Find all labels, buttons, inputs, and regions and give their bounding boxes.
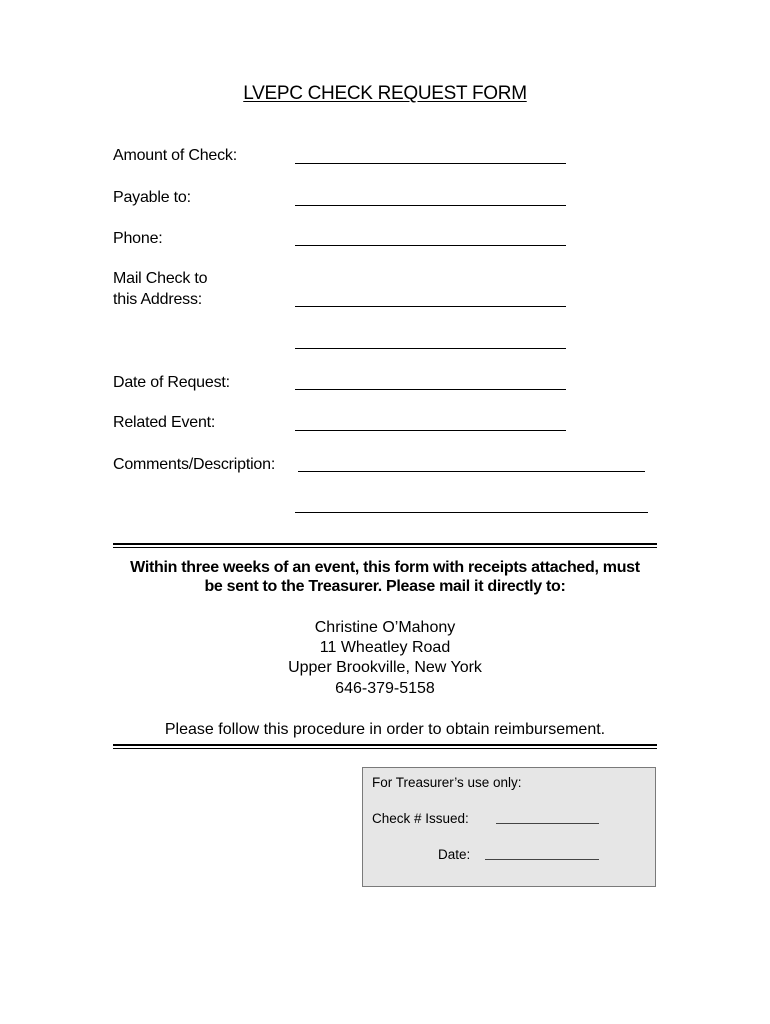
mail-address-field-2[interactable] [295, 348, 566, 349]
comments-field-1[interactable] [298, 471, 645, 472]
notice-line-2: be sent to the Treasurer. Please mail it directly to: [204, 578, 566, 595]
notice-text [113, 558, 657, 596]
comments-field-2[interactable] [295, 512, 648, 513]
check-issued-field[interactable] [496, 823, 599, 824]
phone-label: Phone: [113, 230, 163, 247]
treasurer-heading: For Treasurer’s use only: [372, 775, 522, 790]
form-title: LVEPC CHECK REQUEST FORM [243, 83, 527, 104]
notice-line-1: Within three weeks of an event, this form with receipts attached, must [130, 559, 640, 576]
date-field[interactable] [295, 389, 566, 390]
check-issued-label: Check # Issued: [372, 811, 469, 826]
event-field[interactable] [295, 430, 566, 431]
divider-bottom [113, 744, 657, 749]
payable-field[interactable] [295, 205, 566, 206]
treasurer-date-field[interactable] [485, 859, 599, 860]
address-name: Christine O’Mahony [314, 619, 456, 636]
phone-field[interactable] [295, 245, 566, 246]
mail-address-label-line1: Mail Check to [113, 270, 208, 287]
amount-label: Amount of Check: [113, 147, 237, 164]
address-street: 11 Wheatley Road [319, 639, 451, 656]
procedure-text: Please follow this procedure in order to obtain reimbursement. [164, 721, 606, 738]
treasurer-date-label: Date: [438, 847, 471, 862]
mail-address-field-1[interactable] [295, 306, 566, 307]
comments-label: Comments/Description: [113, 456, 276, 473]
mail-address-label-line2: this Address: [113, 291, 203, 308]
date-label: Date of Request: [113, 374, 230, 391]
payable-label: Payable to: [113, 189, 191, 206]
address-phone: 646-379-5158 [335, 680, 435, 697]
treasurer-use-box [362, 767, 656, 887]
divider-top [113, 543, 657, 548]
event-label: Related Event: [113, 414, 216, 431]
address-city: Upper Brookville, New York [288, 659, 482, 676]
amount-field[interactable] [295, 163, 566, 164]
